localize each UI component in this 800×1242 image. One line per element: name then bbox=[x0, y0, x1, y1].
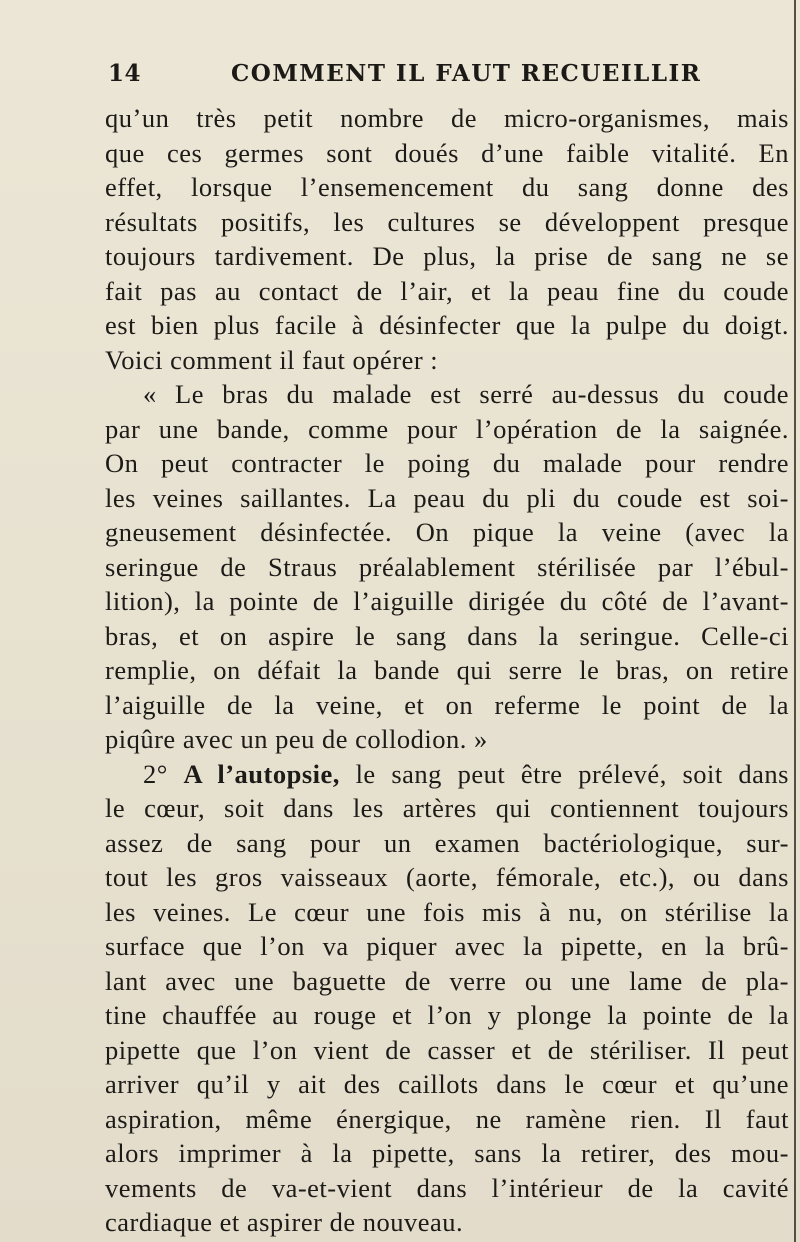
text-line: l’aiguille de la veine, et on referme le point de la bbox=[105, 689, 789, 720]
text-line-first bbox=[105, 757, 789, 792]
text-line: Voici comment il faut opérer : bbox=[105, 344, 439, 375]
section-heading-bold: A l’autopsie, bbox=[183, 758, 340, 789]
text-line: arriver qu’il y ait des caillots dans le cœur et qu’une bbox=[105, 1069, 789, 1099]
running-title: COMMENT IL FAUT RECUEILLIR bbox=[231, 60, 702, 87]
text-line: tine chauffée au rouge et l’on y plonge la pointe de la bbox=[105, 1000, 789, 1030]
page-number: 14 bbox=[108, 60, 142, 87]
text-line: « Le bras du malade est serré au-dessus du coude bbox=[143, 379, 789, 409]
paragraph-3-autopsy bbox=[105, 757, 789, 1240]
text-line: gneusement désinfectée. On pique la veine (avec la bbox=[105, 517, 789, 547]
text-line: qu’un très petit nombre de micro-organismes, mais bbox=[105, 103, 789, 133]
text-line: est bien plus facile à désinfecter que la pulpe du doigt. bbox=[105, 310, 789, 340]
text-line: les veines. Le cœur une fois mis à nu, on stérilise la bbox=[105, 896, 789, 927]
text-line: alors imprimer à la pipette, sans la retirer, des mou- bbox=[105, 1138, 789, 1168]
text-line: On peut contracter le poing du malade pour rendre bbox=[105, 448, 789, 478]
text-line: pipette que l’on vient de casser et de stériliser. Il peut bbox=[105, 1034, 789, 1065]
text-line: vements de va-et-vient dans l’intérieur de la cavité bbox=[105, 1172, 789, 1203]
text-line: effet, lorsque l’ensemencement du sang donne des bbox=[105, 172, 789, 202]
text-line: cardiaque et aspirer de nouveau. bbox=[105, 1207, 464, 1237]
page-edge-shadow bbox=[794, 0, 796, 1242]
text-line: seringue de Straus préalablement stérilisée par l’ébul- bbox=[105, 551, 789, 582]
text-line: lition), la pointe de l’aiguille dirigée du côté de l’avant- bbox=[105, 586, 789, 616]
running-head bbox=[108, 60, 786, 94]
text-line: aspiration, même énergique, ne ramène rien. Il faut bbox=[105, 1103, 789, 1134]
text-line: piqûre avec un peu de collodion. » bbox=[105, 724, 488, 754]
text-line: le cœur, soit dans les artères qui contiennent toujours bbox=[105, 793, 789, 823]
text-line: que ces germes sont doués d’une faible vitalité. En bbox=[105, 137, 789, 168]
text-line: résultats positifs, les cultures se développent presque bbox=[105, 206, 789, 237]
body-text bbox=[105, 101, 789, 1240]
text-line: surface que l’on va piquer avec la pipette, en la brû- bbox=[105, 931, 789, 961]
section-number: 2° bbox=[143, 758, 168, 789]
text-line: bras, et on aspire le sang dans la seringue. Celle-ci bbox=[105, 620, 789, 651]
text-line: les veines saillantes. La peau du pli du coude est soi- bbox=[105, 482, 789, 513]
text-line: remplie, on défait la bande qui serre le bras, on retire bbox=[105, 655, 789, 685]
text-line: toujours tardivement. De plus, la prise de sang ne se bbox=[105, 241, 789, 271]
text-line: lant avec une baguette de verre ou une lame de pla- bbox=[105, 965, 789, 996]
text-line: fait pas au contact de l’air, et la peau fine du coude bbox=[105, 275, 789, 306]
paragraph-1 bbox=[105, 101, 789, 377]
text-line: tout les gros vaisseaux (aorte, fémorale, etc.), ou dans bbox=[105, 862, 789, 892]
first-line-rest: le sang peut être prélevé, soit dans bbox=[355, 758, 789, 789]
text-line: assez de sang pour un examen bactériologique, sur- bbox=[105, 827, 789, 858]
paragraph-2-quote bbox=[105, 377, 789, 757]
text-line: par une bande, comme pour l’opération de la saignée. bbox=[105, 413, 789, 444]
